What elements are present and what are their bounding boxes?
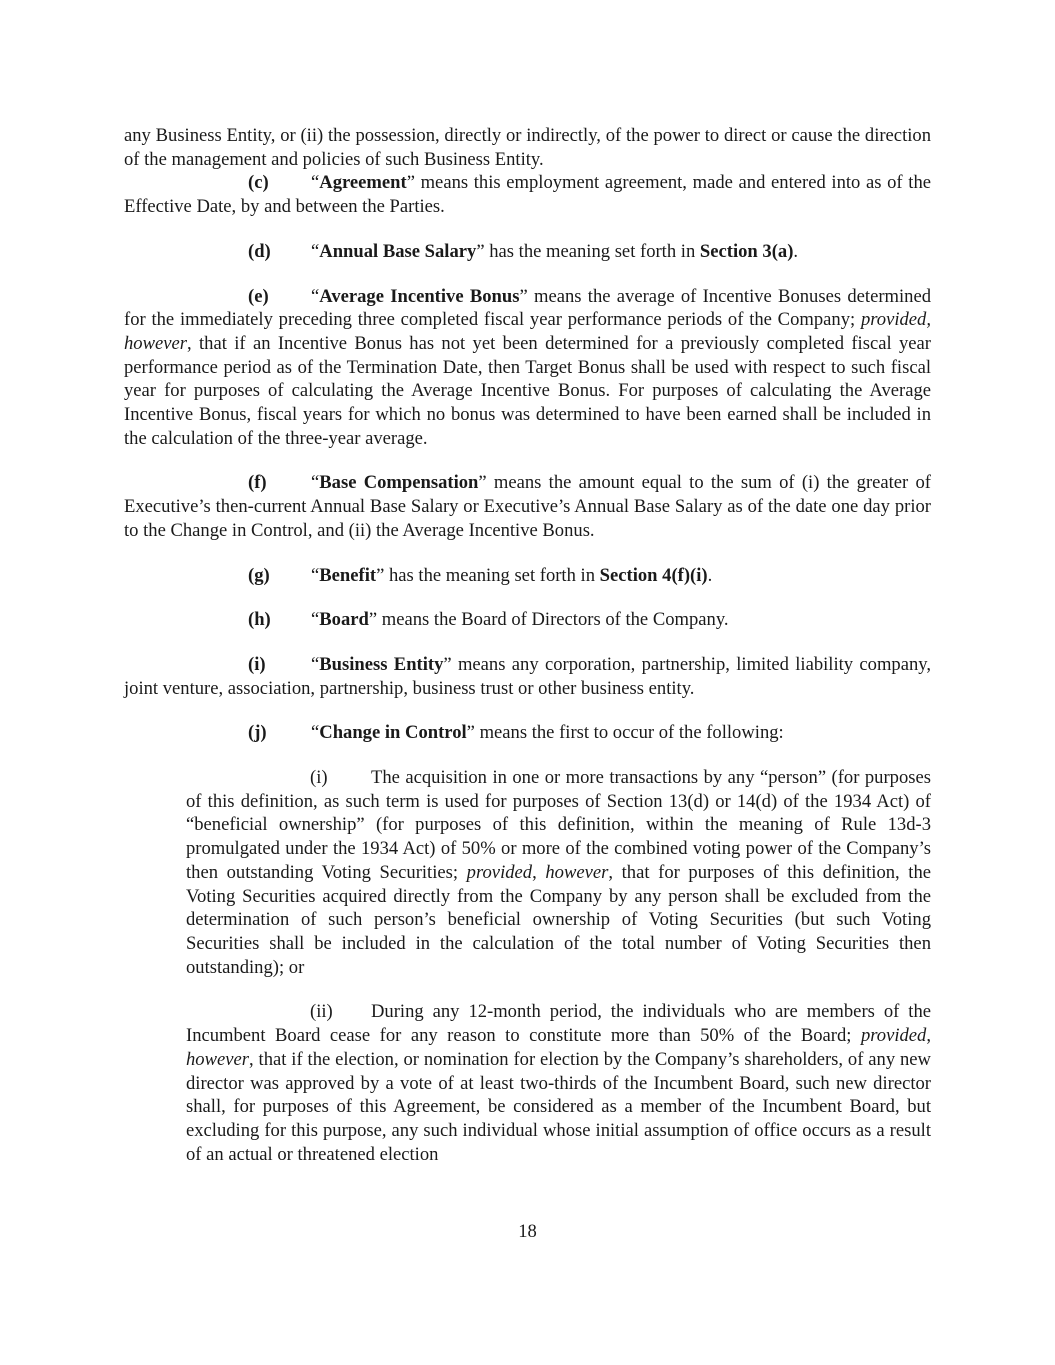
definition-paragraph [124,240,931,264]
subclause-paragraph [186,1000,931,1166]
paragraph-text: , that for purposes of this definition, the Voting Securities acquired directly from the Company by any person shall be excluded from the determination of such person’s beneficial ownership of Voting Securities (but such Voting Securities shall be included in the calculation of the total number of Voting Securities then outstanding); or [186,861,932,978]
paragraph-text: , [926,1025,931,1047]
definition-label: (h) [248,609,271,631]
paragraph-text: , that if an Incentive Bonus has not yet been determined for a previously completed fiscal year performance period as of the Termination Date, then Target Bonus shall be used with respect to such fiscal year for purposes of calculating the Average Incentive Bonus. For purposes of calculating the Average Incentive Bonus, fiscal years for which no bonus was determined to have been earned shall be included in the calculation of the three-year average. [124,332,931,449]
defined-term: Section 4(f)(i) [599,564,708,586]
definition-paragraph [124,171,931,218]
paragraph-text: “ [311,653,320,675]
subclause-label: (i) [310,767,328,789]
paragraph-text: “ [311,472,320,494]
paragraph-text: The acquisition in one or more transactions by any “person” (for purposes of this definition, as such term is used for purposes of Section 13(d) or 14(d) of the 1934 Act) of “beneficial ownership” (for purposes of this definition, within the meaning of Rule 13d-3 promulgated under the 1934 Act) of 50% or more of the combined voting power of the Company’s then outstanding Voting Securities; [186,767,931,883]
definition-label: (g) [248,564,270,586]
defined-term: Average Incentive Bonus [319,285,520,307]
paragraph-text: ” means any corporation, partnership, limited liability company, joint venture, association, partnership, business trust or other business entity. [124,653,931,699]
continuation-paragraph [124,124,931,171]
definition-label: (f) [248,472,267,494]
paragraph-text: “ [311,172,320,194]
defined-term: Annual Base Salary [319,240,477,262]
defined-term: Section 3(a) [699,240,794,262]
definition-paragraph [124,285,931,451]
paragraph-text: During any 12-month period, the individuals who are members of the Incumbent Board cease for any reason to constitute more than 50% of the Board; [186,1001,931,1047]
definition-label: (i) [248,653,266,675]
emphasis-text: provided [466,861,533,883]
paragraph-text: any Business Entity, or (ii) the possession, directly or indirectly, of the power to direct or cause the direction of the management and policies of such Business Entity. [124,125,931,170]
paragraph-text: . [793,240,799,262]
paragraph-text: “ [311,285,320,307]
emphasis-text: however [545,861,609,883]
paragraph-text: , that if the election, or nomination for election by the Company’s shareholders, of any new director was approved by a vote of at least two-thirds of the Incumbent Board, such new director shall, for purposes of this Agreement, be considered as a member of the Incumbent Board, but excluding for this purpose, any such individual whose initial assumption of office occurs as a result of an actual or threatened election [186,1048,931,1165]
definition-paragraph [124,721,931,745]
paragraph-text: ” means the Board of Directors of the Company. [368,609,729,631]
definition-label: (e) [248,285,269,307]
paragraph-text: . [707,564,713,586]
definition-paragraph [124,653,931,700]
paragraph-text: ” has the meaning set forth in [476,240,700,262]
emphasis-text: provided [860,1025,927,1047]
defined-term: Agreement [319,172,407,194]
emphasis-text: however [186,1048,249,1070]
paragraph-text: ” has the meaning set forth in [376,564,600,586]
page-number: 18 [518,1221,537,1242]
defined-term: Business Entity [319,653,444,675]
defined-term: Base Compensation [319,472,479,494]
subclause-label: (ii) [310,1001,333,1023]
definition-label: (c) [248,172,269,194]
definition-label: (j) [248,722,267,744]
paragraph-text: ” means the amount equal to the sum of (i) the greater of Executive’s then-current Annual Base Salary or Executive’s Annual Base Salary as of the date one day prior to the Change in Control, and (ii) the Average Incentive Bonus. [124,472,931,541]
defined-term: Change in Control [319,722,467,744]
defined-term: Benefit [319,564,377,586]
definition-paragraph [124,608,931,632]
definition-paragraph [124,471,931,542]
definition-paragraph [124,564,931,588]
paragraph-text: “ [311,609,320,631]
document-body [124,124,931,1187]
emphasis-text: provided, however [124,309,931,354]
paragraph-text: “ [311,240,320,262]
definition-label: (d) [248,240,271,262]
defined-term: Board [319,609,369,631]
subclause-paragraph [186,766,931,979]
paragraph-text: , [532,861,546,883]
paragraph-text: ” means the average of Incentive Bonuses determined for the immediately preceding three completed fiscal year performance periods of the Company; [124,285,931,331]
paragraph-text: ” means this employment agreement, made and entered into as of the Effective Date, by and between the Parties. [124,172,931,218]
paragraph-text: ” means the first to occur of the following: [466,722,784,744]
paragraph-text: “ [311,564,320,586]
paragraph-text: “ [311,722,320,744]
